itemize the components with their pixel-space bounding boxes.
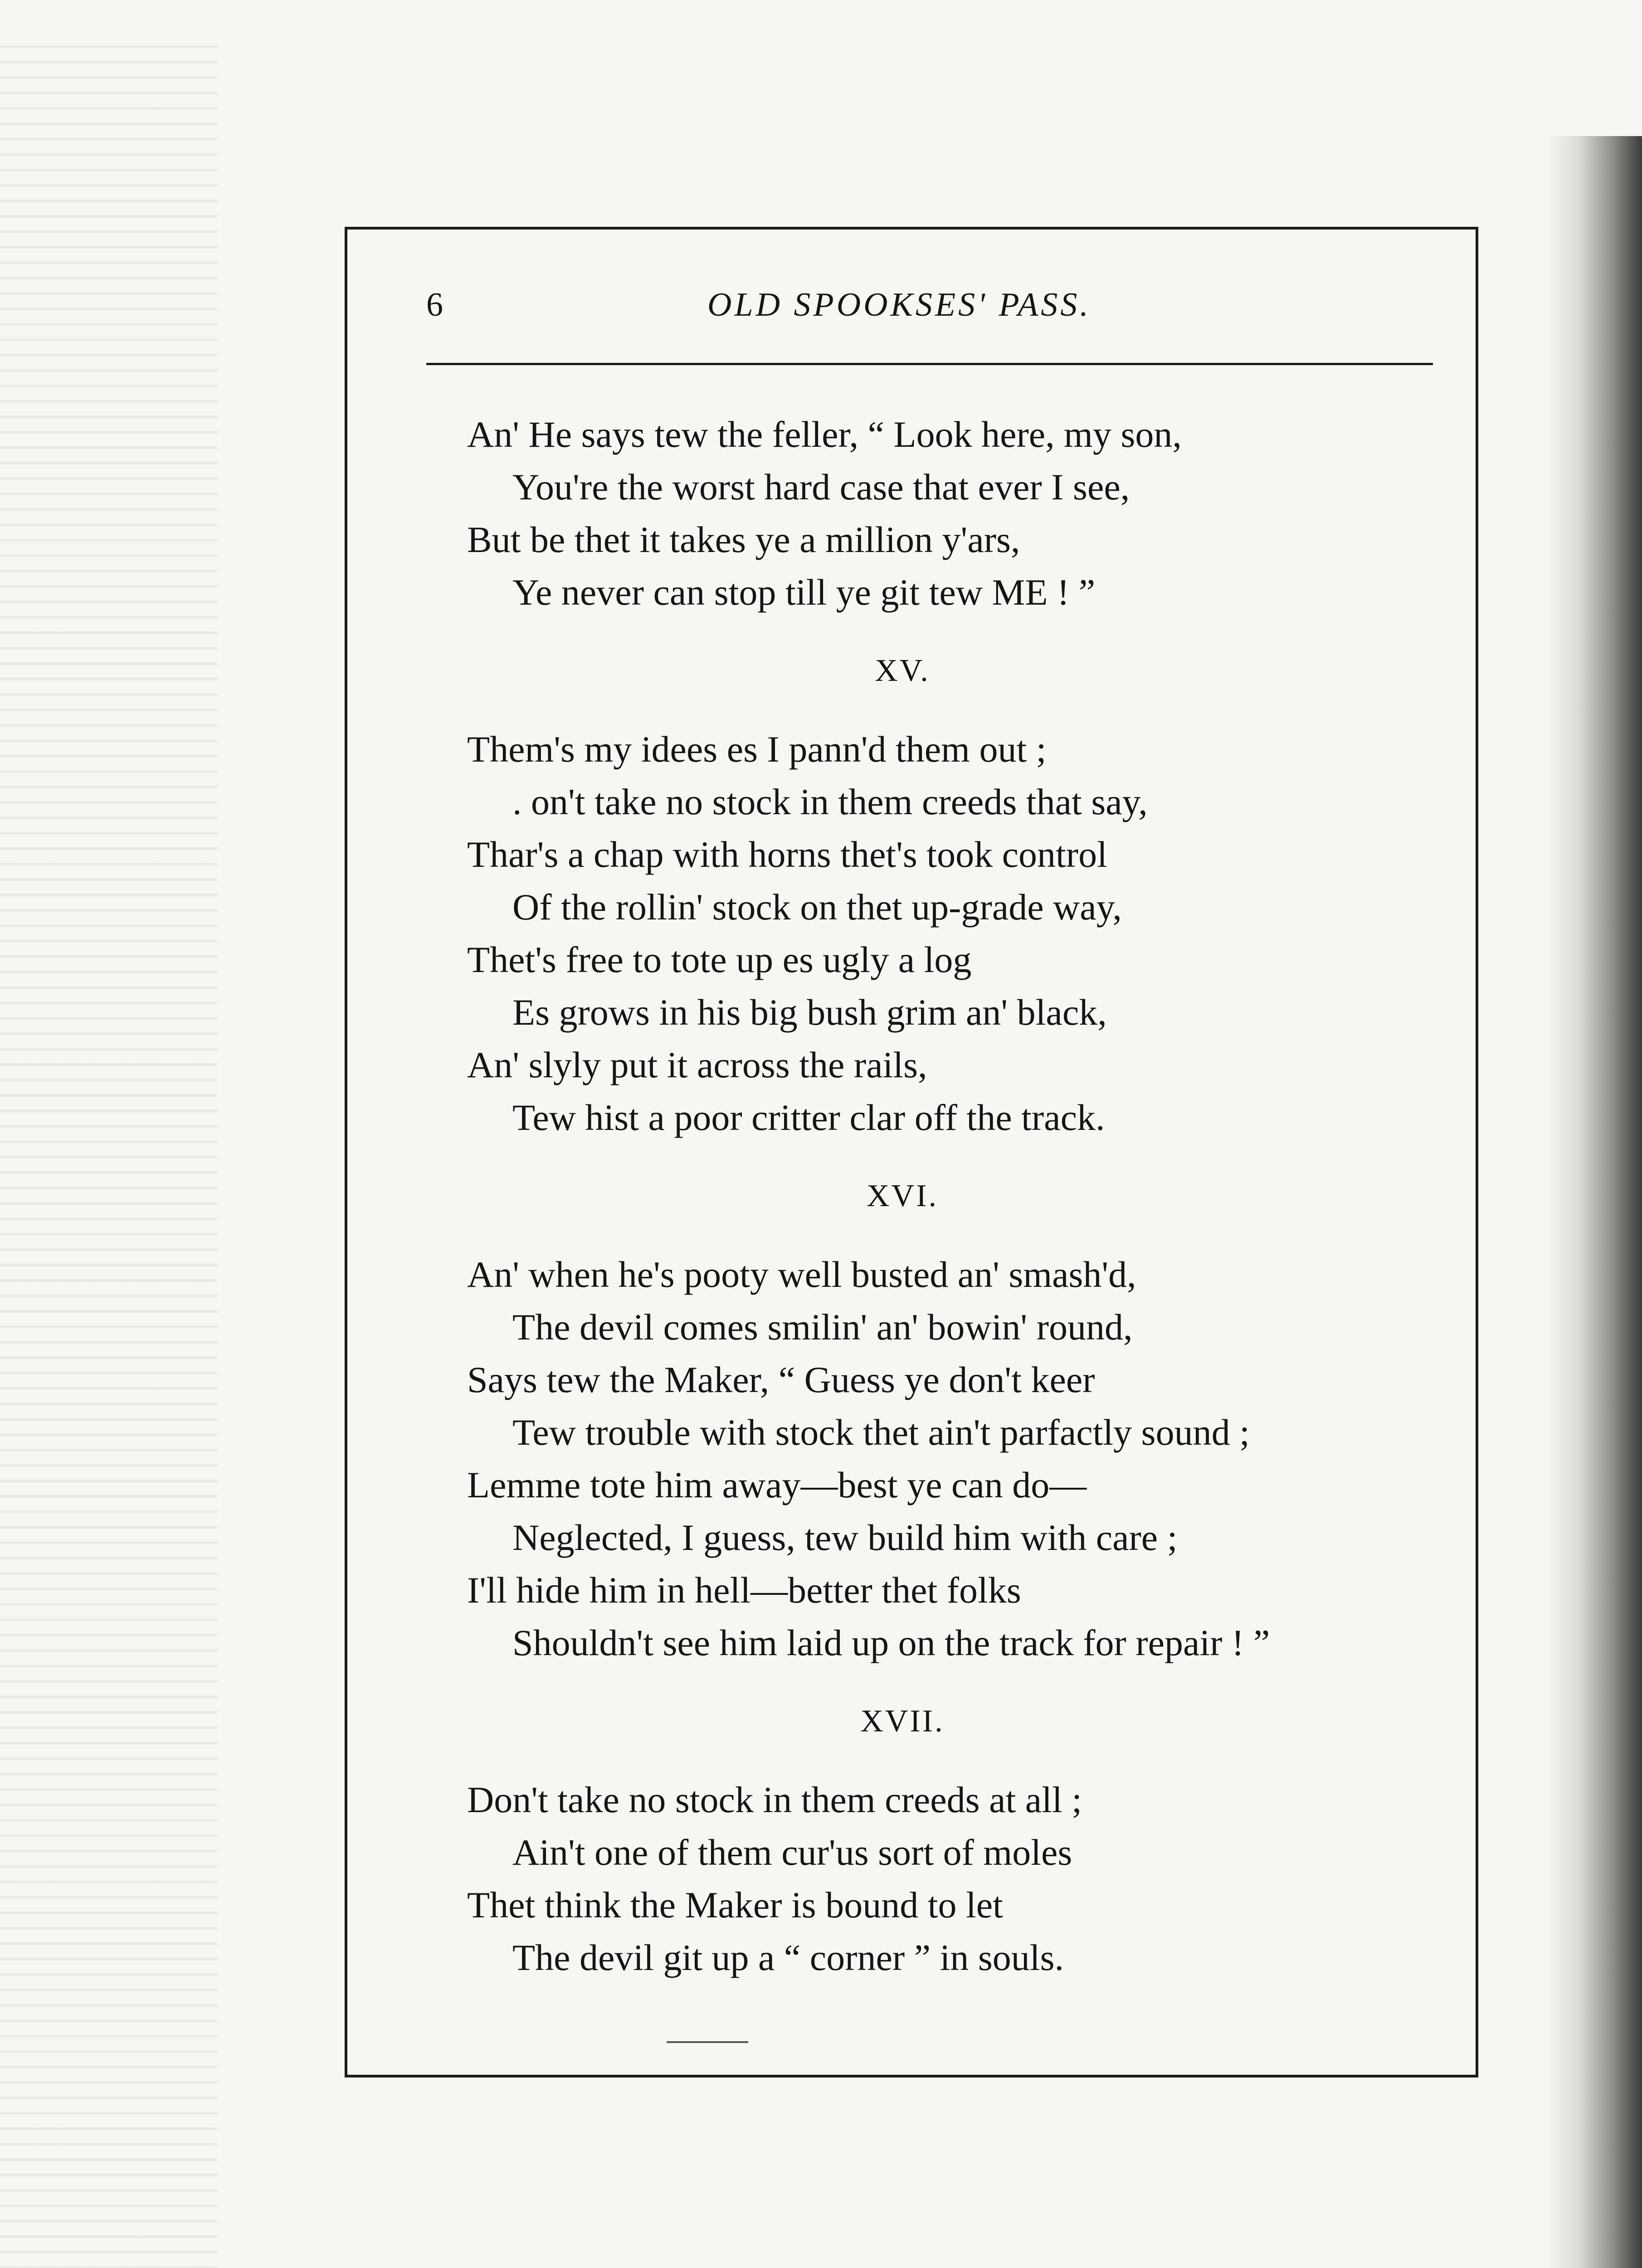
poem-line: Of the rollin' stock on thet up-grade way, — [512, 886, 1122, 928]
stanza — [467, 408, 1442, 619]
book-spine-shadow — [1547, 136, 1642, 2268]
bottom-rule — [667, 2041, 748, 2043]
stanza — [467, 1248, 1442, 1669]
stanza — [467, 1774, 1442, 1984]
poem-line: Ain't one of them cur'us sort of moles — [512, 1832, 1072, 1873]
poem-body — [467, 408, 1442, 1984]
poem-line: Thar's a chap with horns thet's took control — [467, 834, 1107, 875]
poem-line: Lemme tote him away—best ye can do— — [467, 1464, 1087, 1505]
scan-left-margin — [0, 45, 218, 2268]
header-rule — [426, 363, 1433, 365]
poem-line: Thet's free to tote up es ugly a log — [467, 939, 972, 980]
poem-line: Them's my idees es I pann'd them out ; — [467, 728, 1047, 770]
poem-line: Don't take no stock in them creeds at all ; — [467, 1779, 1082, 1820]
page-number: 6 — [426, 286, 443, 323]
poem-line: An' He says tew the feller, “ Look here, my son, — [467, 414, 1182, 455]
poem-line: I'll hide him in hell—better thet folks — [467, 1569, 1021, 1611]
poem-line: The devil git up a “ corner ” in souls. — [512, 1937, 1064, 1978]
poem-line: An' slyly put it across the rails, — [467, 1044, 927, 1085]
running-title: OLD SPOOKSES' PASS. — [707, 286, 1091, 323]
stanza — [467, 723, 1442, 1144]
poem-line: Neglected, I guess, tew build him with care ; — [512, 1517, 1178, 1558]
poem-line: Says tew the Maker, “ Guess ye don't keer — [467, 1359, 1095, 1400]
poem-line: You're the worst hard case that ever I see, — [512, 466, 1130, 508]
stanza-numeral: XVI. — [867, 1178, 938, 1213]
poem-line: Shouldn't see him laid up on the track for repair ! ” — [512, 1622, 1270, 1663]
page-header — [426, 277, 1433, 340]
stanza-numeral: XV. — [875, 653, 930, 688]
stanza-numeral: XVII. — [860, 1704, 945, 1739]
poem-line: Thet think the Maker is bound to let — [467, 1884, 1003, 1926]
poem-line: Tew trouble with stock thet ain't parfactly sound ; — [512, 1412, 1250, 1453]
poem-line: But be thet it takes ye a million y'ars, — [467, 519, 1020, 560]
poem-line: An' when he's pooty well busted an' smash'd, — [467, 1254, 1136, 1295]
poem-line: Ye never can stop till ye git tew ME ! ” — [512, 572, 1096, 613]
poem-line: The devil comes smilin' an' bowin' round, — [512, 1306, 1133, 1348]
poem-line: Es grows in his big bush grim an' black, — [512, 992, 1107, 1033]
poem-line: . on't take no stock in them creeds that say, — [512, 781, 1148, 822]
poem-line: Tew hist a poor critter clar off the track. — [512, 1097, 1105, 1138]
